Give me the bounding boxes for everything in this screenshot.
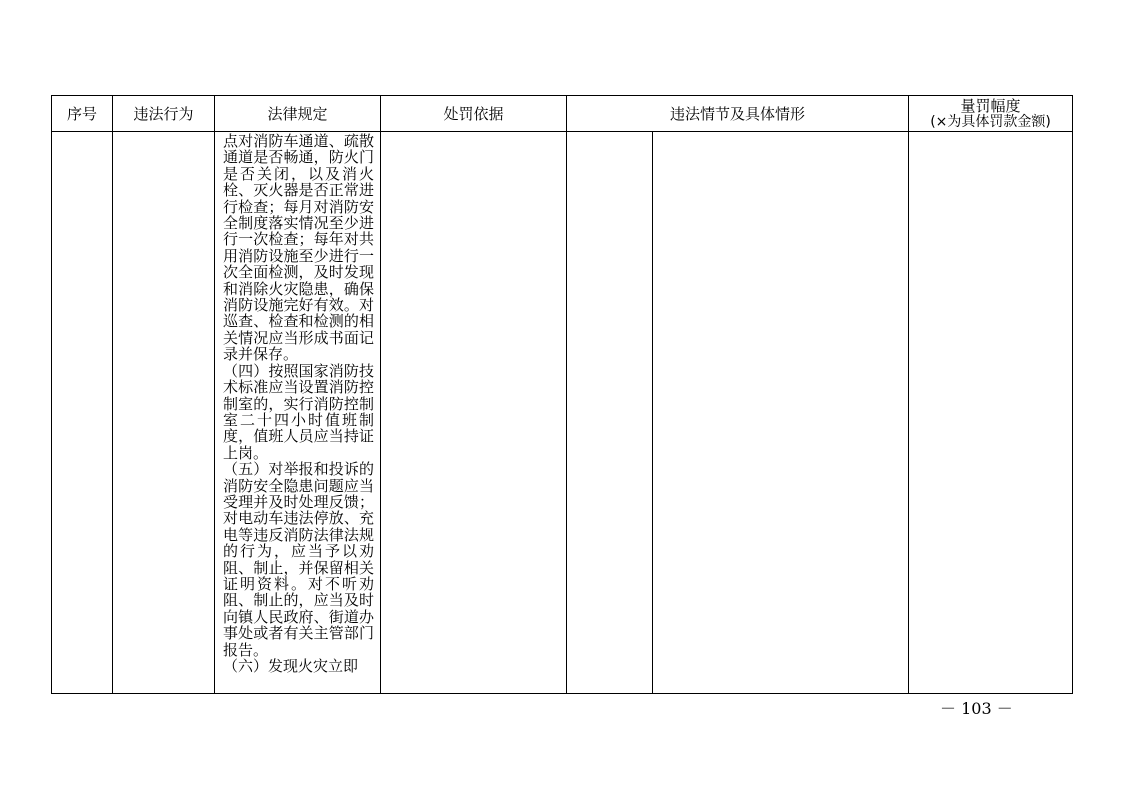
cell-circumstance-detail [653, 132, 909, 694]
header-circumstances: 违法情节及具体情形 [567, 96, 909, 132]
header-seq: 序号 [52, 96, 113, 132]
header-violation: 违法行为 [113, 96, 215, 132]
cell-penalty-basis [381, 132, 567, 694]
cell-circumstance-category [567, 132, 653, 694]
header-row [52, 96, 1073, 132]
table-row [52, 132, 1073, 694]
header-penalty-range-title: 量罚幅度 [960, 96, 1021, 115]
page-number: － 103 － [940, 699, 1013, 718]
header-penalty-range [909, 96, 1073, 132]
cell-law [215, 132, 381, 694]
header-law: 法律规定 [215, 96, 381, 132]
header-penalty-basis: 处罚依据 [381, 96, 567, 132]
header-penalty-range-note: (×为具体罚款金额) [930, 113, 1051, 130]
cell-violation [113, 132, 215, 694]
law-text: 点对消防车通道、疏散通道是否畅通，防火门是否关闭，以及消火栓、灭火器是否正常进行检查；每月对消防安全制度落实情况至少进行一次检查；每年对共用消防设施至少进行一次全面检测，及时发现和消除火灾隐患，确保消防设施完好有效。对巡查、检查和检测的相关情况应当形成书面记录并保存。 （四）按照国家消防技术标准应当设置消防控制室的，实行消防控制室二十四小时值班制度，值班人员应当持证上岗。 （五）对举报和投诉的消防安全隐患问题应当受理并及时处理反馈；对电动车违法停放、充电等违反消防法律法规的行为，应当予以劝阻、制止，并保留相关证明资料。对不听劝阻、制止的，应当及时向镇人民政府、街道办事处或者有关主管部门报告。 （六）发现火灾立即 [223, 132, 374, 675]
regulation-table [51, 95, 1073, 694]
cell-penalty-range [909, 132, 1073, 694]
cell-seq [52, 132, 113, 694]
